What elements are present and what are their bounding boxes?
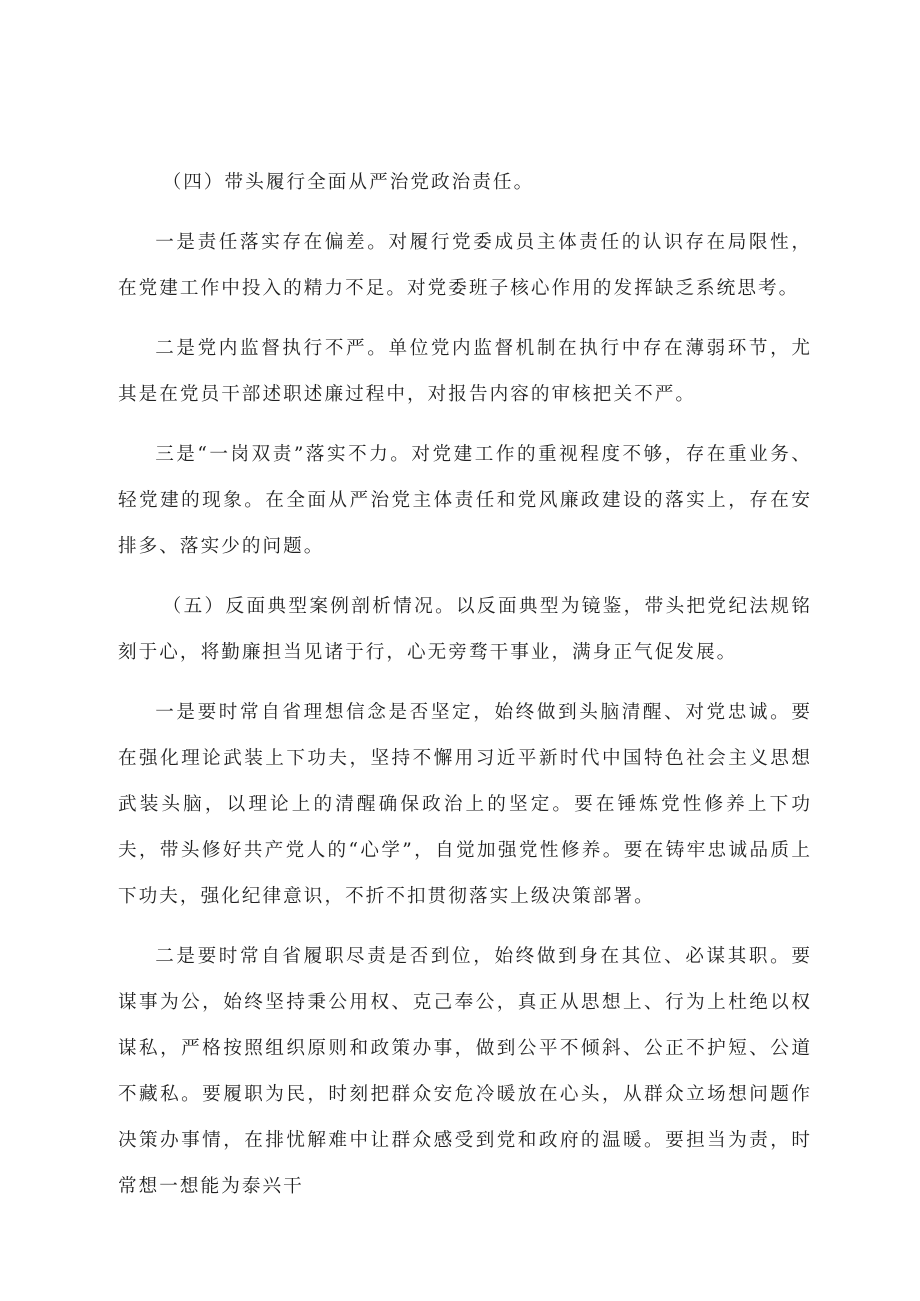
section-4-heading: （四）带头履行全面从严治党政治责任。: [162, 172, 535, 193]
section-4-point-3: 三是“一岗双责”落实不力。对党建工作的重视程度不够，存在重业务、轻党建的现象。在全面从严治党主体责任和党风廉政建设的落实上，存在安排多、落实少的问题。: [118, 444, 812, 557]
section-5-heading: （五）反面典型案例剖析情况。以反面典型为镜鉴，带头把党纪法规铭刻于心，将勤廉担当见诸于行，心无旁骛干事业，满身正气促发展。: [118, 596, 812, 663]
document-body: [118, 160, 812, 1224]
section-5-point-2: 二是要时常自省履职尽责是否到位，始终做到身在其位、必谋其职。要谋事为公，始终坚持秉公用权、克己奉公，真正从思想上、行为上杜绝以权谋私，严格按照组织原则和政策办事，做到公平不倾斜、公正不护短、公道不藏私。要履职为民，时刻把群众安危冷暖放在心头，从群众立场想问题作决策办事情，在排忧解难中让群众感受到党和政府的温暖。要担当为责，时常想一想能为泰兴干: [118, 946, 812, 1197]
section-4-point-1: 一是责任落实存在偏差。对履行党委成员主体责任的认识存在局限性，在党建工作中投入的精力不足。对党委班子核心作用的发挥缺乏系统思考。: [118, 232, 812, 299]
section-5-point-1: 一是要时常自省理想信念是否坚定，始终做到头脑清醒、对党忠诚。要在强化理论武装上下功夫，坚持不懈用习近平新时代中国特色社会主义思想武装头脑，以理论上的清醒确保政治上的坚定。要在锤炼党性修养上下功夫，带头修好共产党人的“心学”，自觉加强党性修养。要在铸牢忠诚品质上下功夫，强化纪律意识，不折不扣贯彻落实上级决策部署。: [118, 702, 812, 907]
section-4-point-2: 二是党内监督执行不严。单位党内监督机制在执行中存在薄弱环节，尤其是在党员干部述职述廉过程中，对报告内容的审核把关不严。: [118, 338, 812, 405]
